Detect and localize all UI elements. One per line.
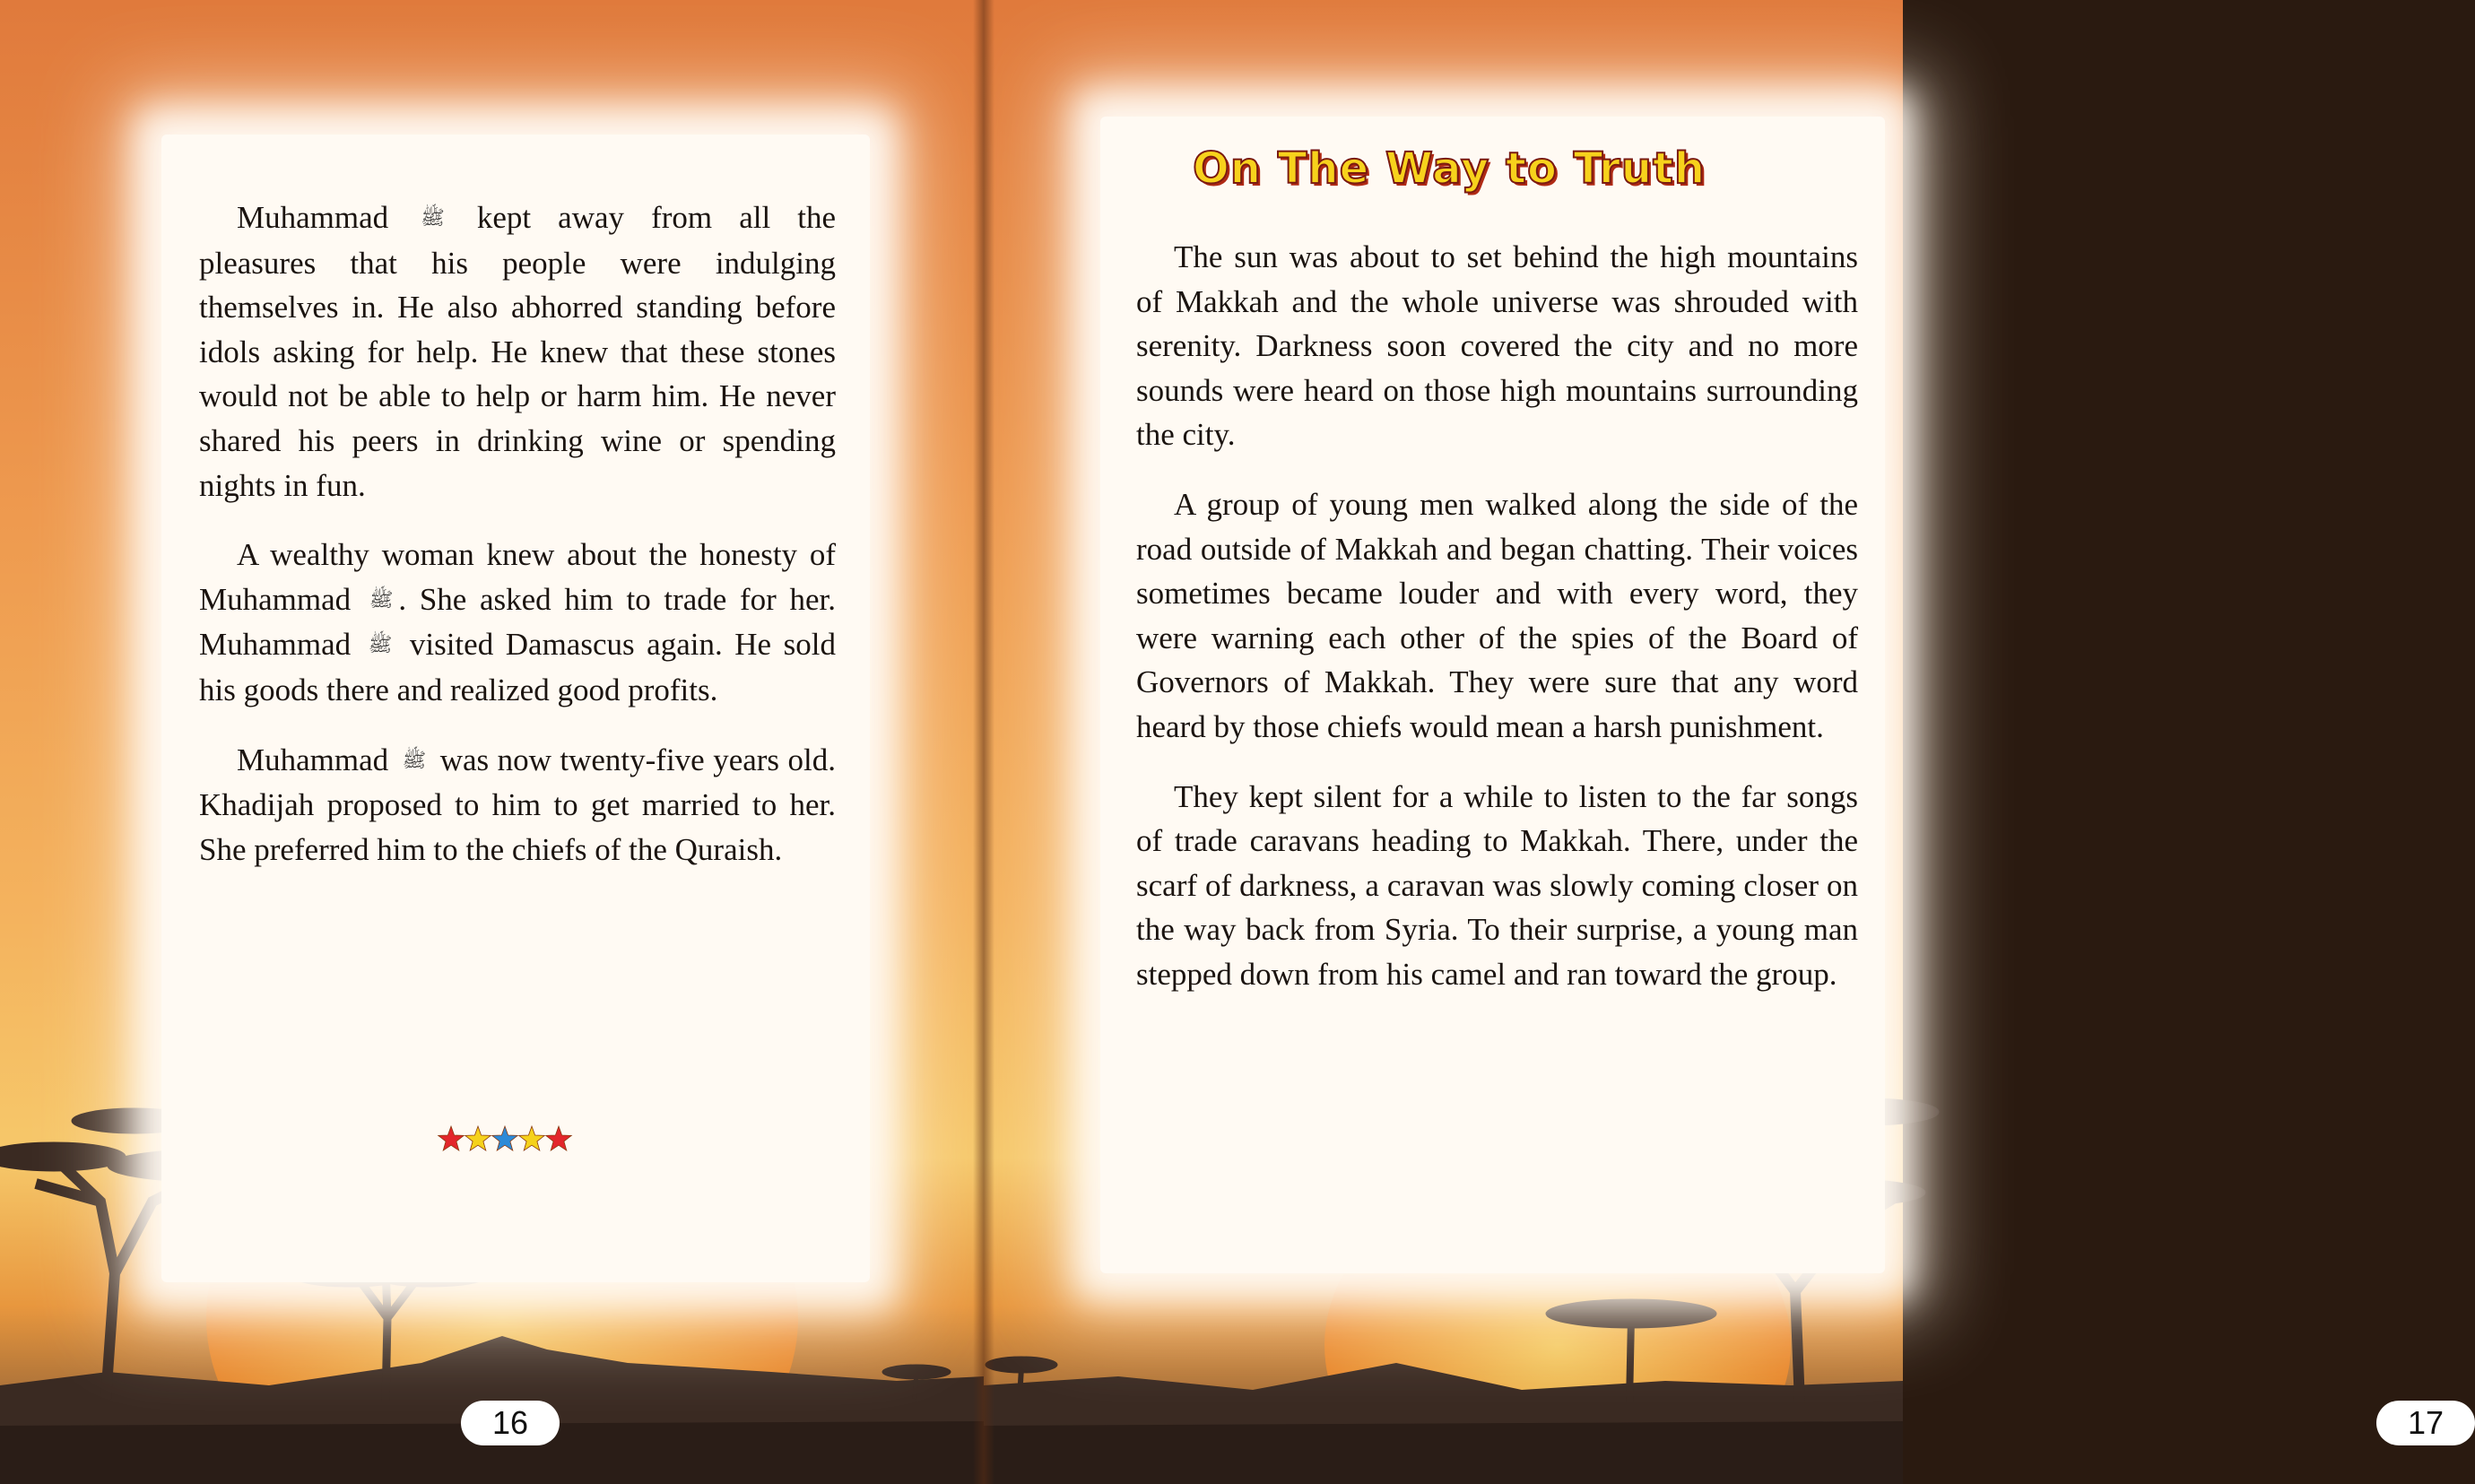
star-icon	[546, 1126, 572, 1150]
page-number-left: 16	[461, 1401, 560, 1445]
page-number-right: 17	[2376, 1401, 2475, 1445]
blessing-glyph: ﷺ	[369, 588, 394, 612]
star-icon	[492, 1126, 518, 1150]
book-gutter	[973, 0, 994, 1484]
right-paragraph-2: A group of young men walked along the side of the road outside of Makkah and began chatting. Their voices sometimes became louder and with every word, they were warning each other of the spies of the Board of Governors of Makkah. They were sure that any word heard by those chiefs would mean a harsh punishment.	[1136, 486, 1858, 744]
star-icon	[465, 1126, 491, 1150]
left-paragraph-1: Muhammad ﷺ kept away from all the pleasures that his people were indulging themselves in. He also abhorred standing before idols asking for help. He knew that these stones would not be able to help or harm him. He never shared his peers in drinking wine or spending nights in fun.	[199, 200, 837, 503]
right-body-text	[1136, 235, 1858, 1022]
right-paragraph-3: They kept silent for a while to listen to the far songs of trade caravans heading to Makkah. There, under the scarf of darkness, a caravan was slowly coming closer on the way back from Syria. To their surprise, a young man stepped down from his camel and ran toward the group.	[1136, 778, 1858, 992]
blessing-glyph: ﷺ	[368, 634, 393, 657]
left-paragraph-3: Muhammad ﷺ was now twenty-five years old. Khadijah proposed to him to get married to her. She preferred him to the chiefs of the Quraish.	[199, 742, 837, 867]
right-paragraph-1: The sun was about to set behind the high mountains of Makkah and the whole universe was shrouded with serenity. Darkness soon covered the city and no more sounds were heard on those high mountains surrounding the city.	[1136, 239, 1858, 453]
left-body-text	[199, 195, 836, 897]
blessing-glyph: ﷺ	[402, 749, 427, 772]
left-page	[0, 0, 984, 1484]
star-icon	[519, 1126, 545, 1150]
left-paragraph-2: A wealthy woman knew about the honesty of Muhammad ﷺ . She asked him to trade for her. Muhammad ﷺ visited Damascus again. He sold his goods there and realized good profits.	[199, 537, 837, 707]
blessing-glyph: ﷺ	[421, 207, 445, 230]
five-stars-icon	[438, 1124, 572, 1155]
right-page	[984, 0, 2445, 1484]
chapter-title: On The Way to Truth	[1193, 143, 1706, 194]
star-icon	[439, 1126, 465, 1150]
